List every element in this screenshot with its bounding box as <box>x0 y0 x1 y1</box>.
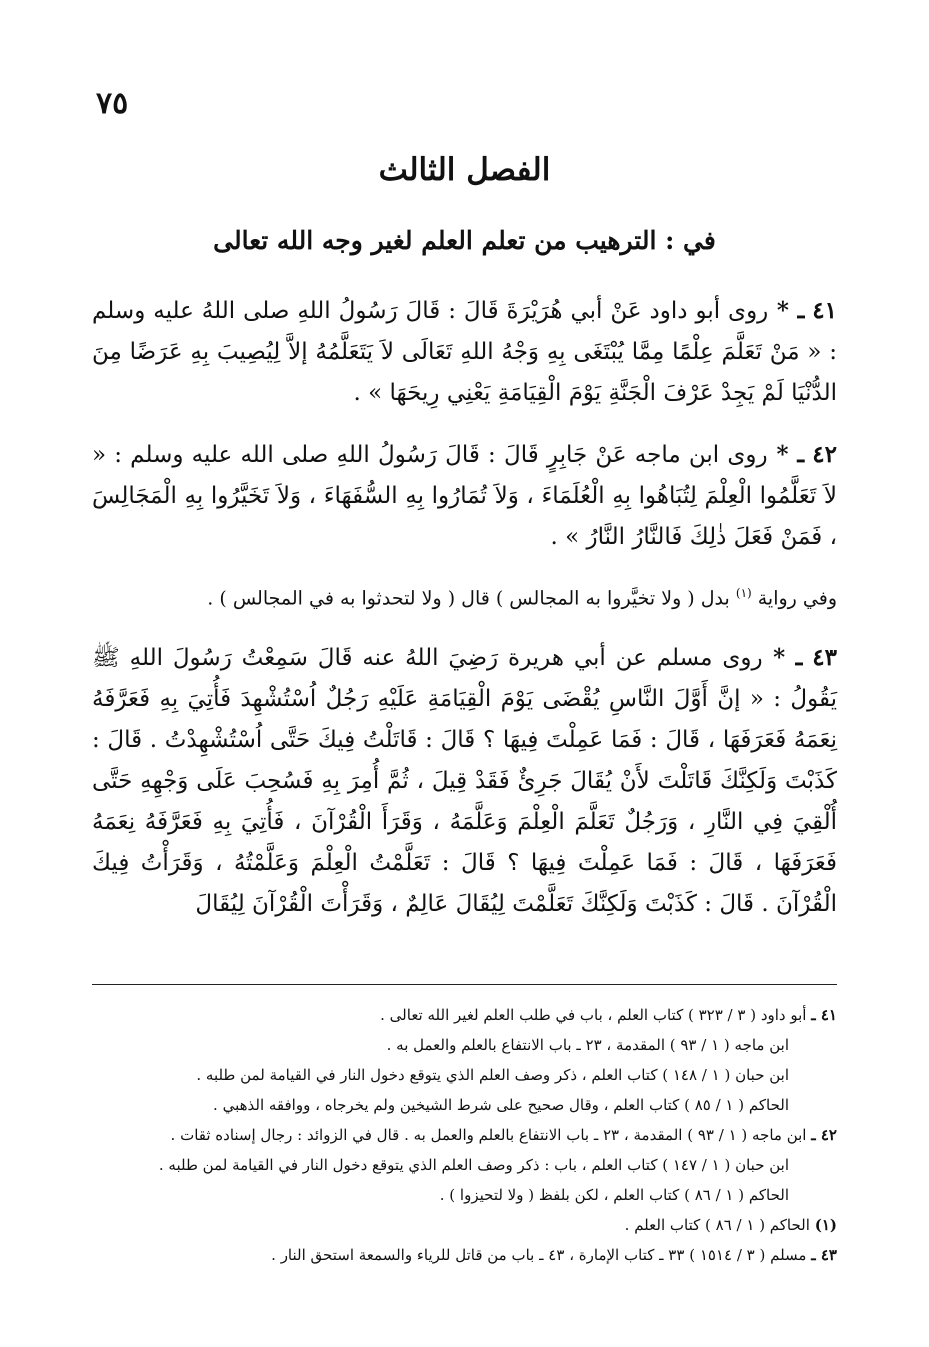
chapter-subtitle: في : الترهيب من تعلم العلم لغير وجه الله تعالى <box>213 226 716 255</box>
hadith-number: ٤٣ <box>812 644 838 672</box>
footnotes <box>92 1000 837 1270</box>
hadith-text: روى أبو داود عَنْ أبي هُرَيْرَةَ قَالَ : قَالَ رَسُولُ اللهِ صلى اللهُ عليه وسلم : « مَنْ تَعَلَّمَ عِلْمًا مِمَّا يُبْتَغَى بِهِ وَجْهُ اللهِ تَعَالَى لاَ يَتَعَلَّمُهُ إلاَّ لِيُصِيبَ بِهِ عَرَضًا مِنَ الدُّنْيَا لَمْ يَجِدْ عَرْفَ الْجَنَّةِ يَوْمَ الْقِيَامَةِ يَعْنِي رِيحَهَا » . <box>92 298 837 406</box>
hadith-43: ٤٣ ـ * روى مسلم عن أبي هريرة رَضِيَ اللهُ عنه قَالَ سَمِعْتُ رَسُولَ اللهِ ﷺ يَقُولُ : « إنَّ أَوَّلَ النَّاسِ يُقْضَى يَوْمَ الْقِيَامَةِ عَلَيْهِ رَجُلٌ اُسْتُشْهِدَ فَأُتِيَ بِهِ فَعَرَّفَهُ نِعَمَهُ فَعَرَفَهَا ، قَالَ : فَمَا عَمِلْتَ فِيهَا ؟ قَالَ : قَاتَلْتُ فِيكَ حَتَّى اُسْتُشْهِدْتُ . قَالَ : كَذَبْتَ وَلَكِنَّكَ قَاتَلْتَ لأَنْ يُقَالَ جَرِئٌ فَقَدْ قِيلَ ، ثُمَّ أُمِرَ بِهِ فَسُحِبَ عَلَى وَجْهِهِ حَتَّى أُلْقِيَ فِي النَّارِ ، وَرَجُلٌ تَعَلَّمَ الْعِلْمَ وَعَلَّمَهُ ، وَقَرَأَ الْقُرْآنَ ، فَأُتِيَ بِهِ فَعَرَّفَهُ نِعَمَهُ فَعَرَفَهَا ، قَالَ : فَمَا عَمِلْتَ فِيهَا ؟ قَالَ : تَعَلَّمْتُ الْعِلْمَ وَعَلَّمْتُهُ ، وَقَرَأْتُ فِيكَ الْقُرْآنَ . قَالَ : كَذَبْتَ وَلَكِنَّكَ تَعَلَّمْتَ لِيُقَالَ عَالِمٌ ، وَقَرَأْتَ الْقُرْآنَ لِيُقَالَ <box>92 644 838 918</box>
footnote-line: ٤١ ـ أبو داود ( ٣ / ٣٢٣ ) كتاب العلم ، باب في طلب العلم لغير الله تعالى . <box>380 1006 837 1024</box>
footnote-divider <box>92 984 837 985</box>
chapter-title: الفصل الثالث <box>378 152 551 188</box>
footnote-line: ابن ماجه ( ١ / ٩٣ ) المقدمة ، ٢٣ ـ باب الانتفاع بالعلم والعمل به . <box>386 1036 789 1054</box>
hadith-text: روى ابن ماجه عَنْ جَابِرٍ قَالَ : قَالَ رَسُولُ اللهِ صلى الله عليه وسلم : « لاَ تَعَلَّمُوا الْعِلْمَ لِتُبَاهُوا بِهِ الْعُلَمَاءَ ، وَلاَ تُمَارُوا بِهِ السُّفَهَاءَ ، وَلاَ تَخَيَّرُوا بِهِ الْمَجَالِسَ ، فَمَنْ فَعَلَ ذٰلِكَ فَالنَّارُ النَّارُ » . <box>92 442 837 550</box>
footnote-line: ابن حبان ( ١ / ١٤٧ ) كتاب العلم ، باب : ذكر وصف العلم الذي يتوقع دخول النار في القيامة لمن طلبه . <box>158 1156 789 1174</box>
main-text <box>92 290 837 945</box>
hadith-number: ٤٢ <box>812 441 837 468</box>
footnote-line: ابن حبان ( ١ / ١٤٨ ) كتاب العلم ، ذكر وصف العلم الذي يتوقع دخول النار في القيامة لمن طلبه . <box>196 1066 789 1084</box>
hadith-number: ٤١ <box>812 297 837 324</box>
page-number: ٧٥ <box>96 86 129 121</box>
footnote-ref: (١) <box>735 586 752 600</box>
variant-note: وفي رواية $^{(١)}$ بدل ( ولا تخيَّروا به المجالس ) قال ( ولا لتحدثوا به في المجالس ) . <box>207 586 837 610</box>
footnote-line: ٤٢ ـ ابن ماجه ( ١ / ٩٣ ) المقدمة ، ٢٣ ـ باب الانتفاع بالعلم والعمل به . قال في الزوائد : رجال إسناده ثقات . <box>170 1126 837 1144</box>
hadith-text: روى مسلم عن أبي هريرة رَضِيَ اللهُ عنه قَالَ سَمِعْتُ رَسُولَ اللهِ ﷺ يَقُولُ : « إنَّ أَوَّلَ النَّاسِ يُقْضَى يَوْمَ الْقِيَامَةِ عَلَيْهِ رَجُلٌ اُسْتُشْهِدَ فَأُتِيَ بِهِ فَعَرَّفَهُ نِعَمَهُ فَعَرَفَهَا ، قَالَ : فَمَا عَمِلْتَ فِيهَا ؟ قَالَ : قَاتَلْتُ فِيكَ حَتَّى اُسْتُشْهِدْتُ . قَالَ : كَذَبْتَ وَلَكِنَّكَ قَاتَلْتَ لأَنْ يُقَالَ جَرِئٌ فَقَدْ قِيلَ ، ثُمَّ أُمِرَ بِهِ فَسُحِبَ عَلَى وَجْهِهِ حَتَّى أُلْقِيَ فِي النَّارِ ، وَرَجُلٌ تَعَلَّمَ الْعِلْمَ وَعَلَّمَهُ ، وَقَرَأَ الْقُرْآنَ ، فَأُتِيَ بِهِ فَعَرَّفَهُ نِعَمَهُ فَعَرَفَهَا ، قَالَ : فَمَا عَمِلْتَ فِيهَا ؟ قَالَ : تَعَلَّمْتُ الْعِلْمَ وَعَلَّمْتُهُ ، وَقَرَأْتُ فِيكَ الْقُرْآنَ . قَالَ : كَذَبْتَ وَلَكِنَّكَ تَعَلَّمْتَ لِيُقَالَ عَالِمٌ ، وَقَرَأْتَ الْقُرْآنَ لِيُقَالَ <box>92 645 837 918</box>
footnote-line: (١) الحاكم ( ١ / ٨٦ ) كتاب العلم . <box>624 1216 837 1234</box>
footnote-line: ٤٣ ـ مسلم ( ٣ / ١٥١٤ ) ٣٣ ـ كتاب الإمارة ، ٤٣ ـ باب من قاتل للرياء والسمعة استحق النار . <box>271 1246 837 1264</box>
footnote-line: الحاكم ( ١ / ٨٥ ) كتاب العلم ، وقال صحيح على شرط الشيخين ولم يخرجاه ، ووافقه الذهبي . <box>213 1096 789 1114</box>
hadith-42: ٤٢ ـ * روى ابن ماجه عَنْ جَابِرٍ قَالَ : قَالَ رَسُولُ اللهِ صلى الله عليه وسلم : « لاَ تَعَلَّمُوا الْعِلْمَ لِتُبَاهُوا بِهِ الْعُلَمَاءَ ، وَلاَ تُمَارُوا بِهِ السُّفَهَاءَ ، وَلاَ تَخَيَّرُوا بِهِ الْمَجَالِسَ ، فَمَنْ فَعَلَ ذٰلِكَ فَالنَّارُ النَّارُ » . <box>92 441 837 550</box>
hadith-41: ٤١ ـ * روى أبو داود عَنْ أبي هُرَيْرَةَ قَالَ : قَالَ رَسُولُ اللهِ صلى اللهُ عليه وسلم : « مَنْ تَعَلَّمَ عِلْمًا مِمَّا يُبْتَغَى بِهِ وَجْهُ اللهِ تَعَالَى لاَ يَتَعَلَّمُهُ إلاَّ لِيُصِيبَ بِهِ عَرَضًا مِنَ الدُّنْيَا لَمْ يَجِدْ عَرْفَ الْجَنَّةِ يَوْمَ الْقِيَامَةِ يَعْنِي رِيحَهَا » . <box>92 297 837 406</box>
footnote-line: الحاكم ( ١ / ٨٦ ) كتاب العلم ، لكن بلفظ ( ولا لتحيزوا ) . <box>439 1186 789 1204</box>
